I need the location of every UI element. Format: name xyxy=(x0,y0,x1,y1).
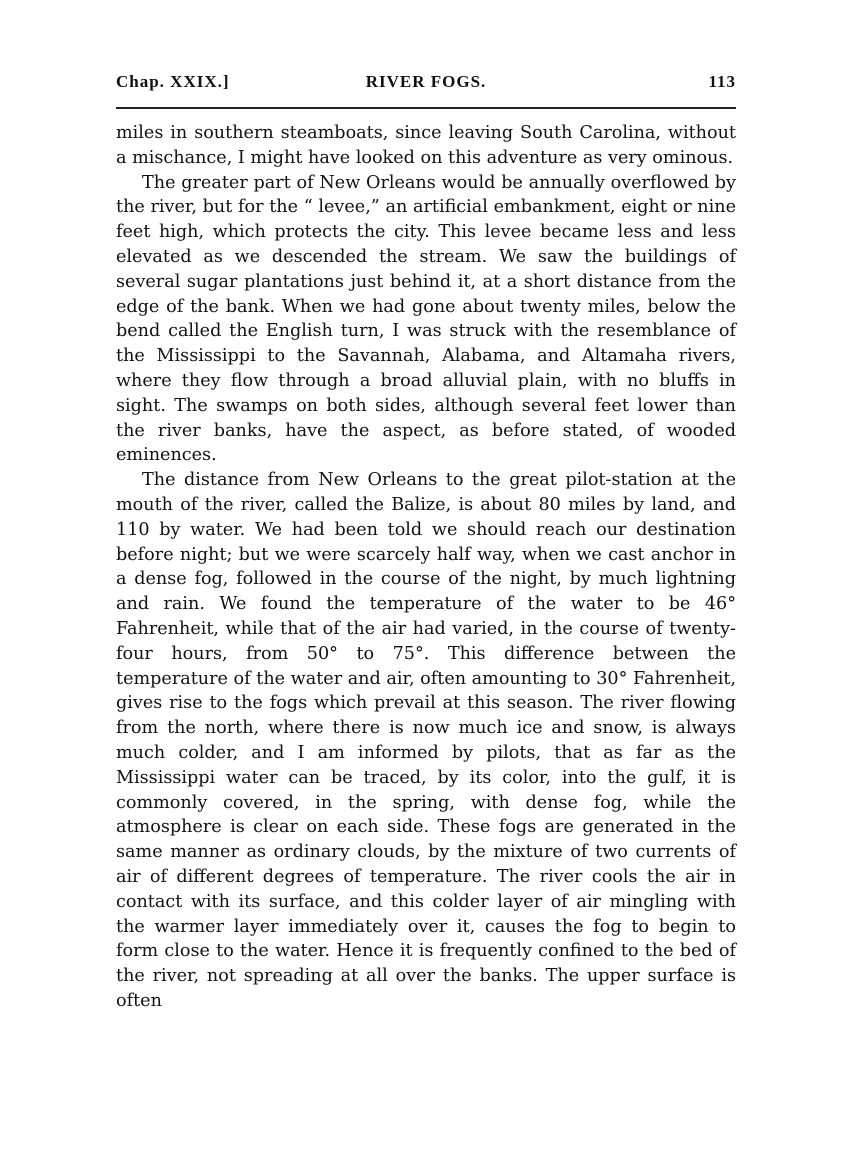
body-text xyxy=(116,121,736,1014)
page-number: 113 xyxy=(708,72,736,91)
running-title: RIVER FOGS. xyxy=(365,72,487,91)
paragraph-continued: miles in southern steamboats, since leaving South Carolina, without a mischance, I might have looked on this adventure as very ominous. xyxy=(116,123,736,168)
header-rule xyxy=(116,107,736,109)
paragraph-fogs: The distance from New Orleans to the great pilot-station at the mouth of the river, called the Balize, is about 80 miles by land, and 110 by water. We had been told we should reach our destination before night; but we were scarcely half way, when we cast anchor in a dense fog, followed in the course of the night, by much lightning and rain. We found the temperature of the water to be 46° Fahrenheit, while that of the air had varied, in the course of twenty-four hours, from 50° to 75°. This difference between the temperature of the water and air, often amounting to 30° Fahrenheit, gives rise to the fogs which prevail at this season. The river flowing from the north, where there is now much ice and snow, is always much colder, and I am informed by pilots, that as far as the Mississippi water can be traced, by its color, into the gulf, it is commonly covered, in the spring, with dense fog, while the atmosphere is clear on each side. These fogs are generated in the same manner as ordinary clouds, by the mixture of two currents of air of different degrees of temperature. The river cools the air in contact with its surface, and this colder layer of air mingling with the warmer layer immediately over it, causes the fog to begin to form close to the water. Hence it is frequently confined to the bed of the river, not spreading at all over the banks. The upper surface is often xyxy=(116,470,737,1011)
running-header xyxy=(116,72,736,94)
paragraph-levee: The greater part of New Orleans would be annually overflowed by the river, but for the “ levee,” an artificial embankment, eight or nine feet high, which protects the city. This levee became less and less elevated as we descended the stream. We saw the buildings of several sugar plantations just behind it, at a short distance from the edge of the bank. When we had gone about twenty miles, below the bend called the English turn, I was struck with the resemblance of the Mississippi to the Savannah, Alabama, and Altamaha rivers, where they flow through a broad alluvial plain, with no bluffs in sight. The swamps on both sides, although several feet lower than the river banks, have the aspect, as before stated, of wooded eminences. xyxy=(116,172,736,466)
chapter-label: Chap. XXIX.] xyxy=(116,72,230,91)
